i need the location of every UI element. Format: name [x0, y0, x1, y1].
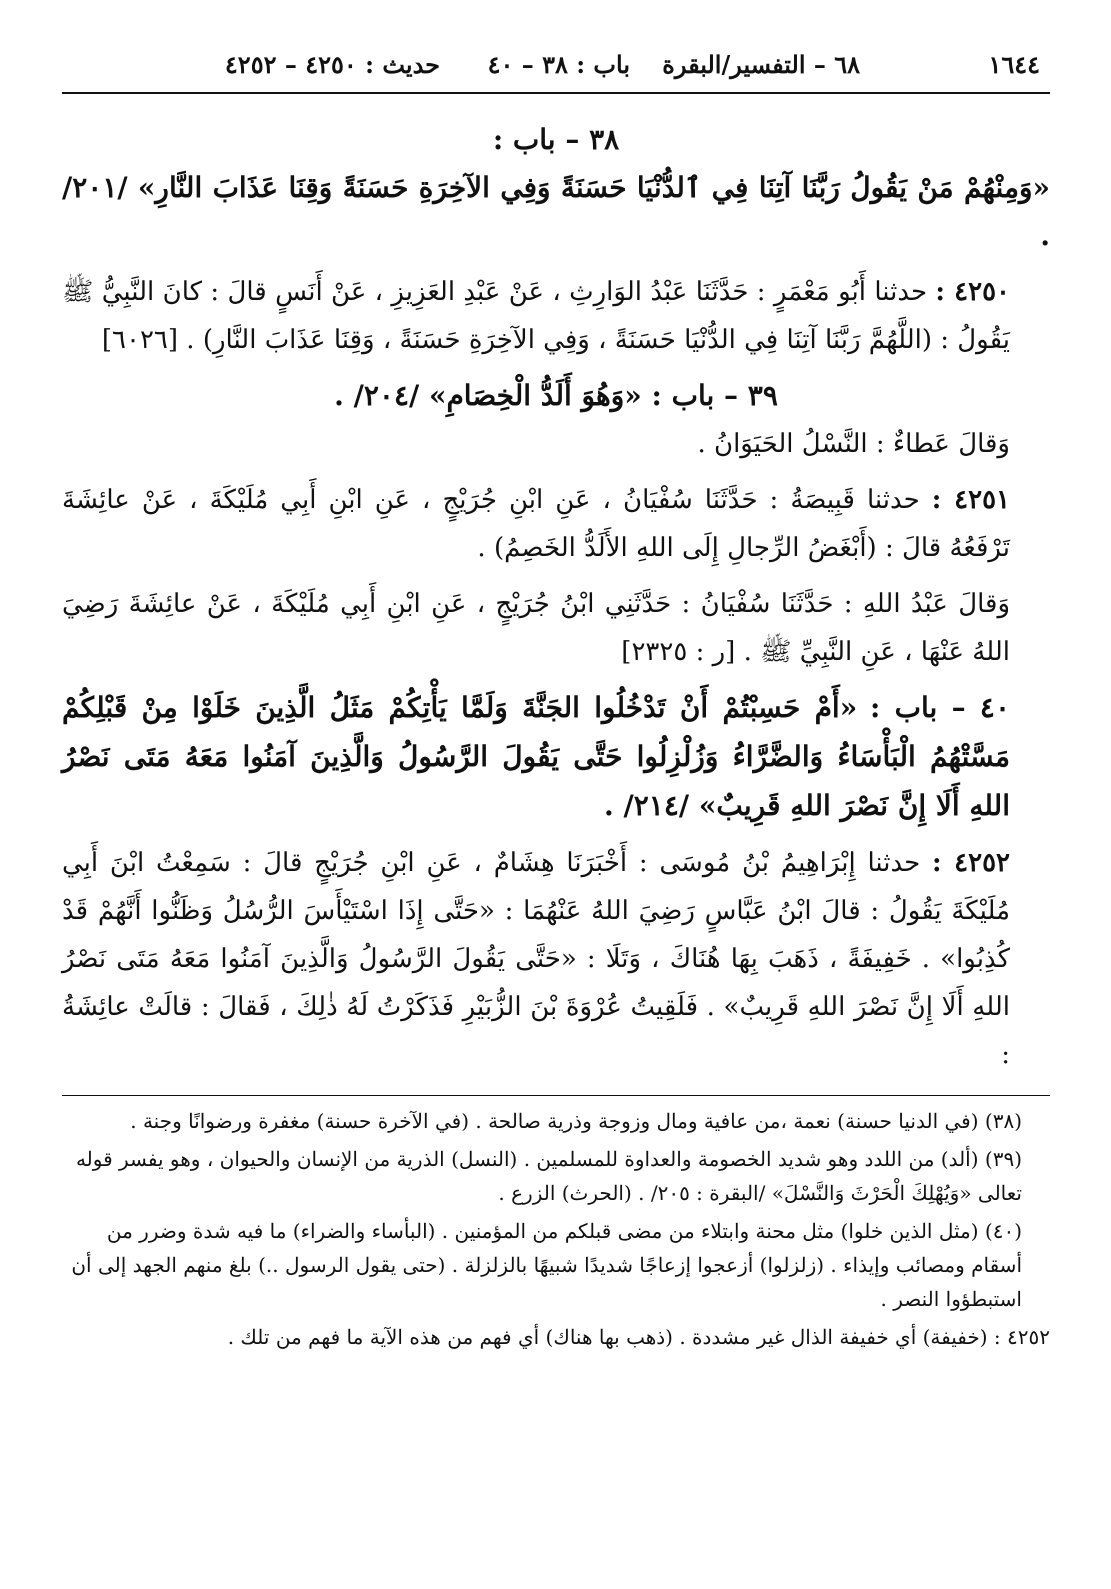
hadith-number: ٤٢٥١ : — [931, 485, 1011, 515]
hadith-text: حدثنا قَبِيصَةُ : حَدَّثَنَا سُفْيَانُ ، عَنِ ابْنِ جُرَيْجٍ ، عَنِ ابْنِ أَبِي مُلَيْكَةَ ، عَنْ عائِشَةَ تَرْفَعُهُ قالَ : (أَبْغَضُ الرِّجالِ إِلَى اللهِ الأَلَدُّ الخَصِمُ) . — [62, 485, 1010, 563]
book-title: ٦٨ – التفسير/البقرة — [662, 50, 860, 79]
page-number: ١٦٤٤ — [988, 50, 1040, 79]
document-page — [62, 40, 1050, 1560]
abdullah-narration: وَقالَ عَبْدُ اللهِ : حَدَّثَنَا سُفْيَانُ : حَدَّثَنِي ابْنُ جُرَيْجٍ ، عَنِ ابْنِ أَبِي مُلَيْكَةَ ، عَنْ عائِشَةَ رَضِيَ اللهُ عَنْهَا ، عَنِ النَّبِيِّ ﷺ . [ر : ٢٣٢٥] — [62, 589, 1010, 667]
footnotes — [62, 1095, 1050, 1354]
section-40-heading: ٤٠ – باب : — [870, 691, 1010, 724]
hadith-number: ٤٢٥٢ : — [931, 848, 1011, 878]
hadith-number: ٤٢٥٠ : — [935, 277, 1011, 307]
hadith-text: حدثنا أَبُو مَعْمَرٍ : حَدَّثَنَا عَبْدُ الوَارِثِ ، عَنْ عَبْدِ العَزِيزِ ، عَنْ أَنَسٍ قالَ : كانَ النَّبِيُّ ﷺ يَقُولُ : (اللَّهُمَّ رَبَّنَا آتِنَا فِي الدُّنْيَا حَسَنَةً ، وَفِي الآخِرَةِ حَسَنَةً ، وَقِنَا عَذَابَ النَّارِ) . [٦٠٢٦] — [62, 277, 1010, 355]
bab-range: باب : ٣٨ – ٤٠ — [487, 50, 630, 79]
page-header — [62, 40, 1050, 94]
hadith-text: حدثنا إِبْرَاهِيمُ بْنُ مُوسَى : أَخْبَرَنَا هِشَامٌ ، عَنِ ابْنِ جُرَيْجٍ قالَ : سَمِعْتُ ابْنَ أَبِي مُلَيْكَةَ يَقُولُ : قالَ ابْنُ عَبَّاسٍ رَضِيَ اللهُ عَنْهُمَا : «حَتَّى إِذَا اسْتَيْأَسَ الرُّسُلُ وَظَنُّوا أَنَّهُمْ قَدْ كُذِبُوا» . خَفِيفَةً ، ذَهَبَ بِهَا هُنَاكَ ، وَتَلَا : «حَتَّى يَقُولَ الرَّسُولُ وَالَّذِينَ آمَنُوا مَعَهُ مَتَى نَصْرُ اللهِ أَلَا إِنَّ نَصْرَ اللهِ قَرِيبٌ» . فَلَقِيتُ عُرْوَةَ بْنَ الزُّبَيْرِ فَذَكَرْتُ لَهُ ذٰلِكَ ، فَقالَ : قالَتْ عائِشَةُ : — [62, 848, 1010, 1070]
footnote-38: (٣٨) (في الدنيا حسنة) نعمة ،من عافية ومال وزوجة وذرية صالحة . (في الآخرة حسنة) مغفرة ورضوانًا وجنة . — [130, 1109, 1022, 1133]
section-38-heading: ٣٨ – باب : — [492, 123, 620, 156]
footnote-4252: ٤٢٥٢ : (خفيفة) أي خفيفة الذال غير مشددة . (ذهب بها هناك) أي فهم من هذه الآية ما فهم من تلك . — [227, 1325, 1050, 1349]
hadith-range: حديث : ٤٢٥٠ – ٤٢٥٢ — [224, 50, 440, 79]
main-text — [62, 116, 1050, 1079]
section-40 — [62, 684, 1050, 831]
footnote-40: (٤٠) (مثل الذين خلوا) مثل محنة وابتلاء من مضى قبلكم من المؤمنين . (البأساء والضراء) ما فيه شدة وضرر من أسقام ومصائب وإيذاء . (زلزلوا) أزعجوا إزعاجًا شديدًا شبيهًا بالزلزلة . (حتى يقول الرسول ..) بلغ منهم الجهد إلى أن استبطؤوا النصر . — [71, 1219, 1022, 1311]
section-38-verse: «وَمِنْهُمْ مَنْ يَقُولُ رَبَّنَا آتِنَا فِي ٱلدُّنْيَا حَسَنَةً وَفِي الآخِرَةِ حَسَنَةً وَقِنَا عَذَابَ النَّارِ» /٢٠١/ . — [62, 171, 1050, 252]
footnote-39: (٣٩) (ألد) من اللدد وهو شديد الخصومة والعداوة للمسلمين . (النسل) الذرية من الإنسان والحيوان ، وهو يفسر قوله تعالى «وَيُهْلِكَ الْحَرْثَ وَالنَّسْلَ» /البقرة : ٢٠٥/ . (الحرث) الزرع . — [75, 1147, 1022, 1205]
hadith-4250 — [62, 268, 1050, 364]
ata-quote: وَقالَ عَطاءٌ : النَّسْلُ الحَيَوَانُ . — [697, 429, 1010, 459]
section-39-heading: ٣٩ – باب : «وَهُوَ أَلَدُّ الْخِصَامِ» /٢٠٤/ . — [334, 379, 778, 412]
hadith-4252 — [62, 839, 1050, 1079]
hadith-4251 — [62, 476, 1050, 572]
section-40-verse: «أَمْ حَسِبْتُمْ أَنْ تَدْخُلُوا الجَنَّةَ وَلَمَّا يَأْتِكُمْ مَثَلُ الَّذِينَ خَلَوْا مِنْ قَبْلِكُمْ مَسَّتْهُمُ الْبَأْسَاءُ وَالضَّرَّاءُ وَزُلْزِلُوا حَتَّى يَقُولَ الرَّسُولُ وَالَّذِينَ آمَنُوا مَعَهُ مَتَى نَصْرُ اللهِ أَلَا إِنَّ نَصْرَ اللهِ قَرِيبٌ» /٢١٤/ . — [62, 691, 1010, 822]
